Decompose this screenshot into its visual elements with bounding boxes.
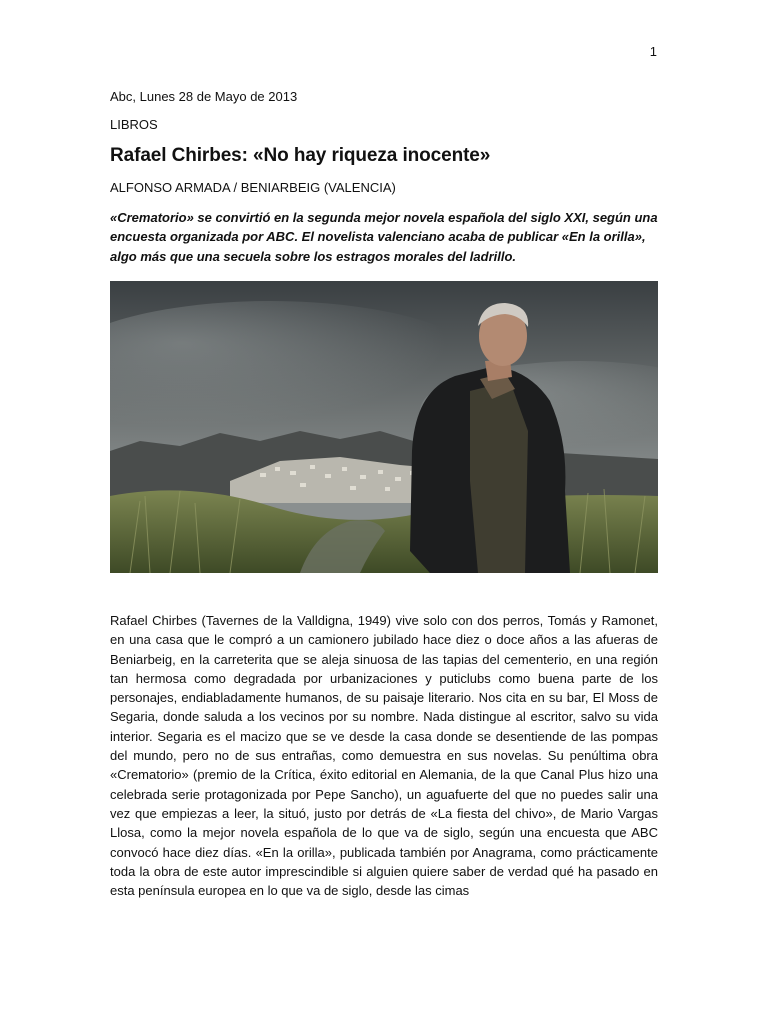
byline: ALFONSO ARMADA / BENIARBEIG (VALENCIA) bbox=[110, 180, 396, 195]
sweater bbox=[470, 381, 528, 573]
section-label: LIBROS bbox=[110, 117, 158, 132]
headline: Rafael Chirbes: «No hay riqueza inocente» bbox=[110, 145, 491, 166]
dateline: Abc, Lunes 28 de Mayo de 2013 bbox=[110, 89, 298, 104]
article-body: Rafael Chirbes (Tavernes de la Valldigna, 1949) vive solo con dos perros, Tomás y Ramonet, en una casa que le compró a un camionero jubilado hace diez o doce años a las afueras de Beniarbeig, en la carreterita que se aleja sinuosa de las tapias del cementerio, en una región tan hermosa como degradada por urbanizaciones y puticlubs como buena parte de los personajes, endiabladamente humanos, de su paisaje literario. Nos cita en su bar, El Moss de Segaria, donde saluda a los vecinos por su nombre. Nada distingue al escritor, salvo su vida interior. Segaria es el macizo que se ve desde la casa donde se desentiende de las pompas del mundo, pero no de sus entrañas, como demuestra en sus novelas. Su penúltima obra «Crematorio» (premio de la Crítica, éxito editorial en Alemania, de la que Canal Plus hizo una celebrada serie protagonizada por Pepe Sancho), un aguafuerte del que no puedes salir una vez que empiezas a leer, la situó, justo por detrás de «La fiesta del chivo», de Mario Vargas Llosa, como la mejor novela española de lo que va de siglo, según una encuesta que ABC convocó hace diez días. «En la orilla», publicada también por Anagrama, como prácticamente toda la obra de este autor imprescindible si alguien quiere saber de verdad qué ha pasado en esta península europea en lo que va de siglo, desde las cimas bbox=[110, 613, 658, 899]
page-number: 1 bbox=[649, 44, 657, 59]
portrait-photo-icon bbox=[110, 281, 658, 573]
portrait-photo bbox=[110, 281, 658, 573]
lead-paragraph: «Crematorio» se convirtió en la segunda mejor novela española del siglo XXI, según una encuesta organizada por ABC. El novelista valenciano acaba de publicar «En la orilla», algo más que una secuela sobre los estragos morales del ladrillo. bbox=[110, 210, 658, 264]
